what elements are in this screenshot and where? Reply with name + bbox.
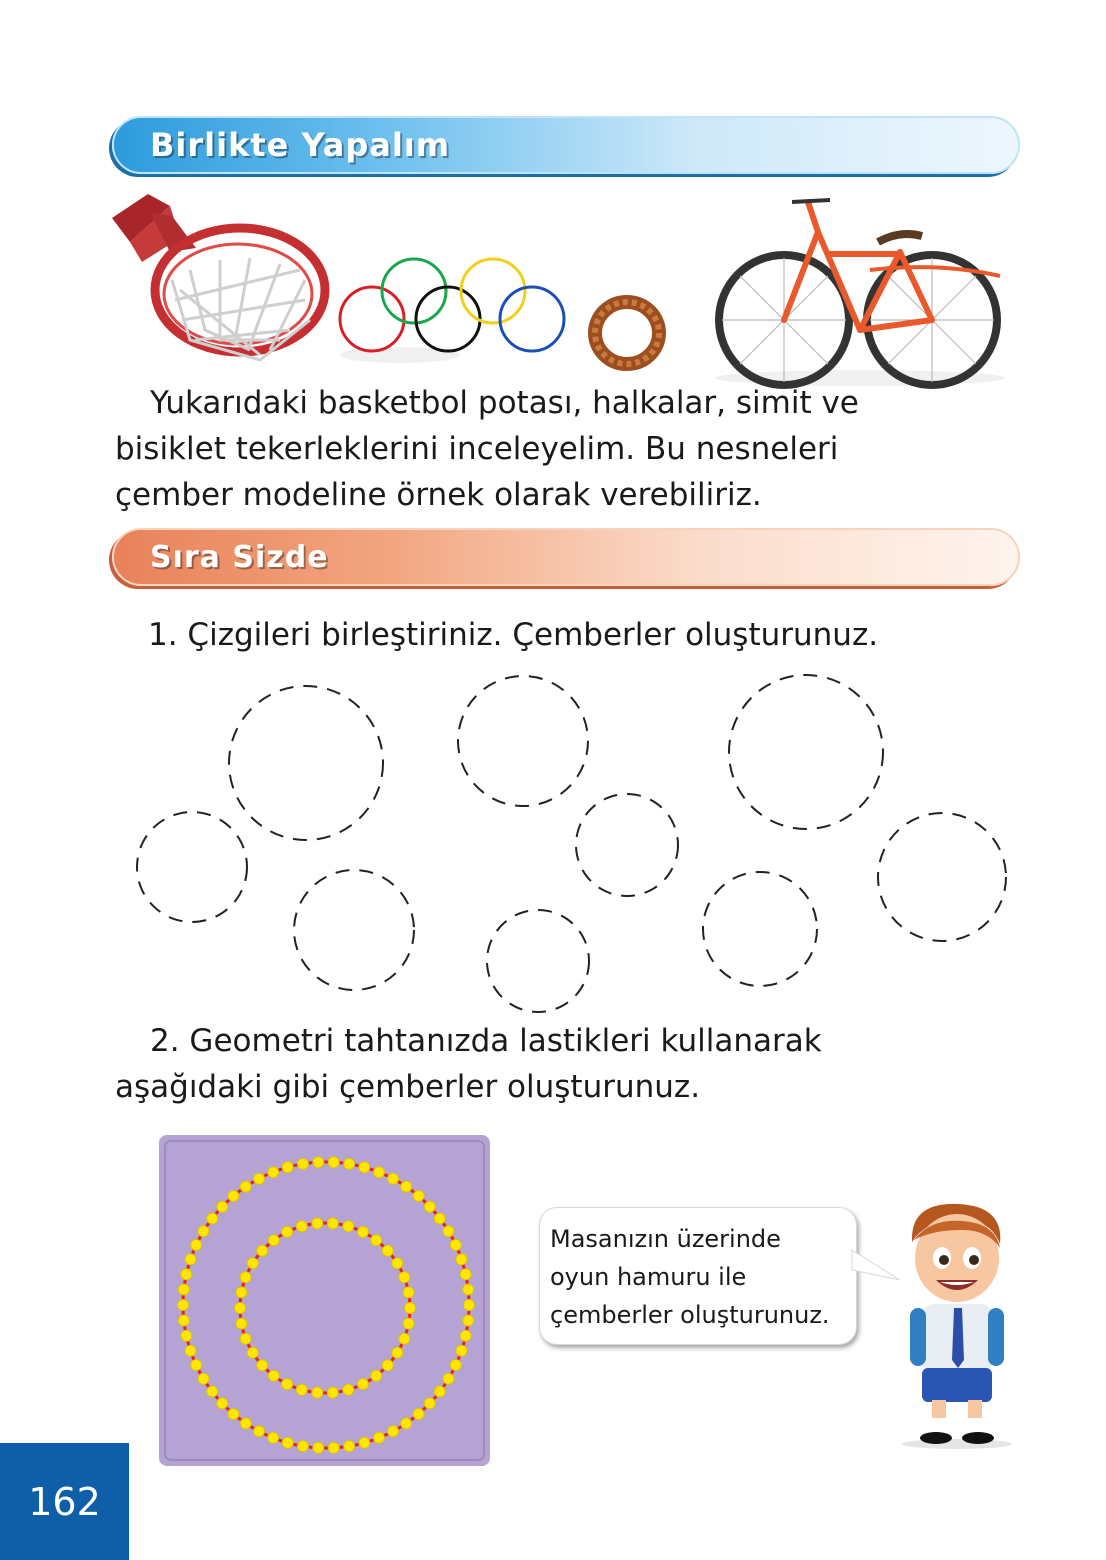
geoboard-peg xyxy=(268,1432,279,1443)
geoboard-peg xyxy=(178,1284,189,1295)
geoboard-peg xyxy=(268,1370,279,1381)
geoboard-peg xyxy=(371,1235,382,1246)
task1-text: 1. Çizgileri birleştiriniz. Çemberler oluşturunuz. xyxy=(148,617,879,653)
geoboard-peg xyxy=(178,1300,189,1311)
geoboard-peg xyxy=(460,1330,471,1341)
geoboard-peg xyxy=(343,1384,354,1395)
geoboard-peg xyxy=(359,1162,370,1173)
geoboard-peg xyxy=(413,1191,424,1202)
geoboard-peg xyxy=(247,1347,258,1358)
geoboard-peg xyxy=(296,1221,307,1232)
geoboard-peg xyxy=(236,1318,247,1329)
dashed-circle xyxy=(458,676,588,806)
geoboard-peg xyxy=(382,1360,393,1371)
geoboard-peg xyxy=(257,1360,268,1371)
geoboard-peg xyxy=(388,1173,399,1184)
geoboard-peg xyxy=(240,1272,251,1283)
geoboard-peg xyxy=(460,1269,471,1280)
dashed-circle xyxy=(229,686,383,840)
geoboard-peg xyxy=(198,1226,209,1237)
geoboard-peg xyxy=(399,1333,410,1344)
geoboard-peg xyxy=(463,1315,474,1326)
geoboard-peg xyxy=(464,1300,475,1311)
geoboard-peg xyxy=(450,1360,461,1371)
geoboard-peg xyxy=(254,1173,265,1184)
geoboard-peg xyxy=(456,1345,467,1356)
geoboard-peg xyxy=(434,1213,445,1224)
geoboard-peg xyxy=(257,1245,268,1256)
geoboard-peg xyxy=(343,1221,354,1232)
geoboard-peg xyxy=(403,1318,414,1329)
geoboard-peg xyxy=(371,1370,382,1381)
geoboard-peg xyxy=(313,1442,324,1453)
geoboard-peg xyxy=(313,1157,324,1168)
geoboard-peg xyxy=(191,1240,202,1251)
dashed-circle xyxy=(878,813,1006,941)
geoboard-peg xyxy=(282,1162,293,1173)
geoboard-peg xyxy=(235,1303,246,1314)
geoboard-peg xyxy=(344,1158,355,1169)
task2-line-2: aşağıdaki gibi çemberler oluşturunuz. xyxy=(115,1069,701,1105)
dashed-circle xyxy=(294,870,414,990)
geoboard-peg xyxy=(359,1437,370,1448)
geoboard-peg xyxy=(392,1258,403,1269)
dashed-circle xyxy=(487,910,589,1012)
geoboard-peg xyxy=(443,1226,454,1237)
geoboard-peg xyxy=(191,1360,202,1371)
geoboard-peg xyxy=(357,1379,368,1390)
geoboard-peg xyxy=(328,1157,339,1168)
geoboard-peg xyxy=(312,1218,323,1229)
geoboard-peg xyxy=(388,1426,399,1437)
task2-instruction xyxy=(115,1018,910,1110)
geoboard-peg xyxy=(282,1379,293,1390)
geoboard-peg xyxy=(399,1272,410,1283)
task2-line xyxy=(115,1018,910,1064)
geoboard-peg xyxy=(297,1441,308,1452)
geoboard-peg xyxy=(413,1409,424,1420)
geoboard-peg xyxy=(403,1287,414,1298)
geoboard-peg xyxy=(198,1373,209,1384)
intro-line-1: Yukarıdaki basketbol potası, halkalar, simit ve xyxy=(150,385,859,421)
geoboard-peg xyxy=(327,1218,338,1229)
speech-line-3: çemberler oluşturunuz. xyxy=(550,1301,830,1329)
geoboard-peg xyxy=(312,1387,323,1398)
geoboard-peg xyxy=(328,1442,339,1453)
speech-bubble xyxy=(539,1207,857,1345)
geoboard-peg xyxy=(357,1226,368,1237)
geoboard-peg xyxy=(373,1432,384,1443)
geoboard-peg xyxy=(268,1235,279,1246)
task2-line-1: 2. Geometri tahtanızda lastikleri kullanarak xyxy=(150,1023,822,1059)
geoboard-peg xyxy=(434,1386,445,1397)
page-number-text: 162 xyxy=(28,1479,101,1524)
geoboard-peg xyxy=(424,1398,435,1409)
geoboard-peg xyxy=(443,1373,454,1384)
speech-line-1: Masanızın üzerinde xyxy=(550,1225,781,1253)
geoboard-peg xyxy=(217,1201,228,1212)
geoboard-peg xyxy=(185,1254,196,1265)
geoboard-peg xyxy=(392,1347,403,1358)
geoboard-peg xyxy=(296,1384,307,1395)
geoboard-peg xyxy=(185,1345,196,1356)
geoboard-peg xyxy=(456,1254,467,1265)
intro-line-2: bisiklet tekerleklerini inceleyelim. Bu nesneleri xyxy=(115,431,839,467)
geoboard-peg xyxy=(247,1258,258,1269)
geoboard-peg xyxy=(344,1441,355,1452)
section-title: Sıra Sizde xyxy=(150,540,329,575)
geoboard-peg xyxy=(405,1303,416,1314)
page-number xyxy=(0,1443,129,1560)
geoboard-peg xyxy=(373,1167,384,1178)
speech-line-2: oyun hamuru ile xyxy=(550,1263,747,1291)
geoboard-peg xyxy=(217,1398,228,1409)
geoboard-peg xyxy=(382,1245,393,1256)
dashed-circle xyxy=(703,872,817,986)
intro-line-3: çember modeline örnek olarak verebiliriz. xyxy=(115,477,762,513)
geoboard-peg xyxy=(240,1181,251,1192)
geoboard-peg xyxy=(236,1287,247,1298)
dashed-circle xyxy=(137,812,247,922)
geoboard-peg xyxy=(297,1158,308,1169)
geoboard-peg xyxy=(282,1437,293,1448)
geoboard-peg xyxy=(178,1315,189,1326)
schoolboy-character-illustration xyxy=(892,1200,1022,1450)
dashed-circle xyxy=(576,794,678,896)
section-title: Birlikte Yapalım xyxy=(150,126,451,164)
geoboard-peg xyxy=(254,1426,265,1437)
geoboard-peg xyxy=(207,1213,218,1224)
geoboard-peg xyxy=(401,1418,412,1429)
geoboard-peg xyxy=(181,1330,192,1341)
task2-line xyxy=(115,1064,910,1110)
geoboard-peg xyxy=(450,1240,461,1251)
geoboard-peg xyxy=(240,1333,251,1344)
geoboard-peg xyxy=(268,1167,279,1178)
geoboard-peg xyxy=(424,1201,435,1212)
geoboard-peg xyxy=(401,1181,412,1192)
geoboard-peg xyxy=(207,1386,218,1397)
geoboard-peg xyxy=(228,1191,239,1202)
geoboard-peg xyxy=(463,1284,474,1295)
geoboard-peg xyxy=(282,1226,293,1237)
geoboard-illustration xyxy=(159,1135,490,1466)
geoboard-peg xyxy=(181,1269,192,1280)
geoboard-peg xyxy=(327,1387,338,1398)
geoboard-peg xyxy=(240,1418,251,1429)
dashed-circle xyxy=(729,675,883,829)
geoboard-peg xyxy=(228,1409,239,1420)
